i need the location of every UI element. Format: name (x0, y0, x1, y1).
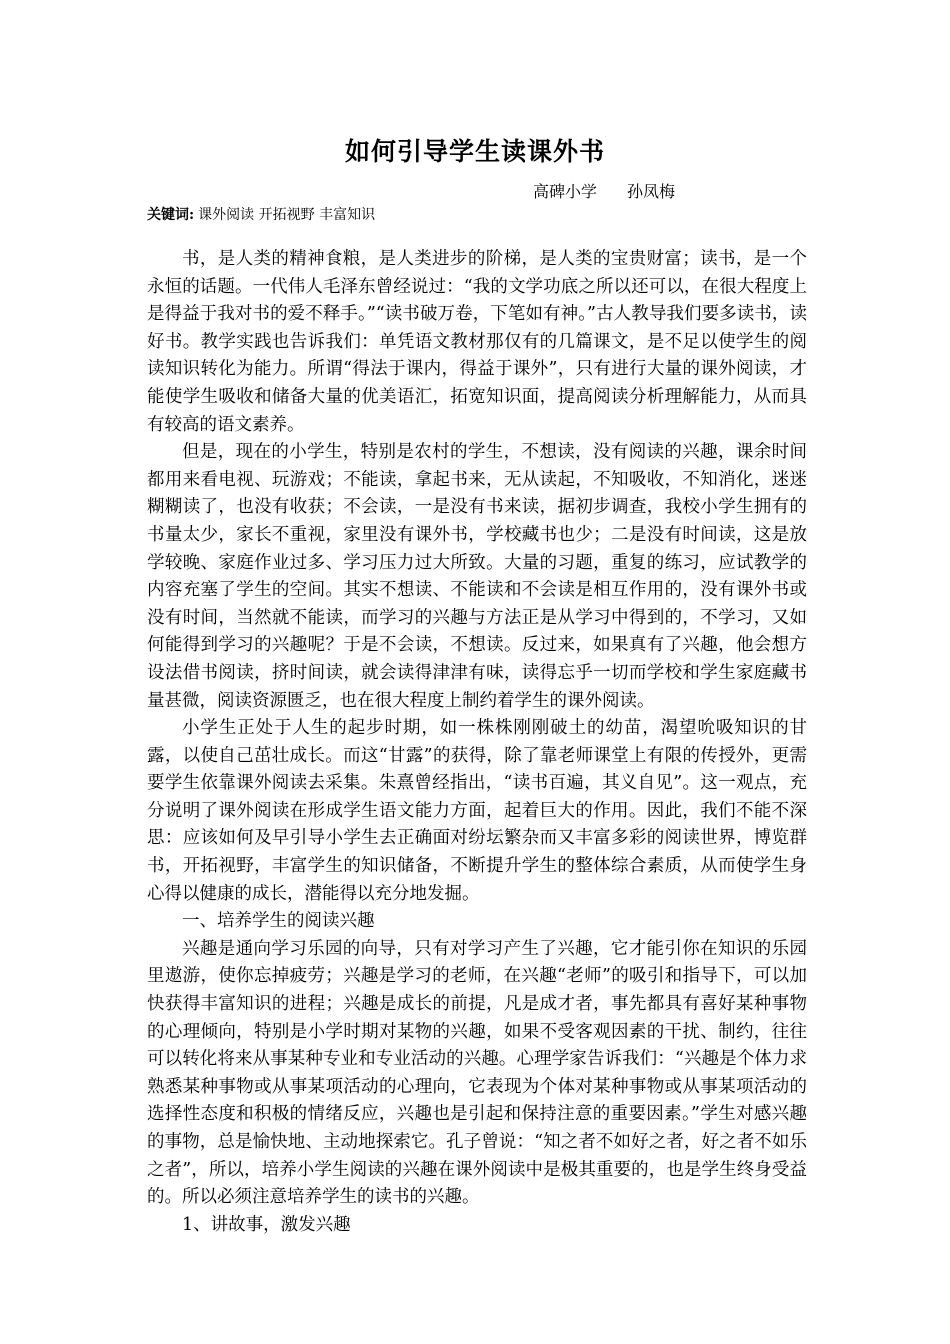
subsection-heading-storytelling: 1、讲故事，激发兴趣 (182, 1214, 351, 1235)
paragraph-intro: 书，是人类的精神食粮，是人类进步的阶梯，是人类的宝贵财富；读书，是一个永恒的话题。一代伟人毛泽东曾经说过：“我的文学功底之所以还可以，在很大程度上是得益于我对书的爱不释手。”“读书破万卷，下笔如有神。”古人教导我们要多读书，读好书。教学实践也告诉我们：单凭语文教材那仅有的几篇课文，是不足以使学生的阅读知识转化为能力。所谓“得法于课内，得益于课外”，只有进行大量的课外阅读，才能使学生吸收和储备大量的优美语汇，拓宽知识面，提高阅读分析理解能力，从而具有较高的语文素养。 (147, 249, 807, 435)
keywords-line (147, 204, 375, 224)
section-heading-interest: 一、培养学生的阅读兴趣 (182, 911, 375, 932)
paragraph-problem: 但是，现在的小学生，特别是农村的学生，不想读，没有阅读的兴趣，课余时间都用来看电视、玩游戏；不能读，拿起书来，无从读起，不知吸收，不知消化，迷迷糊糊读了，也没有收获；不会读，一是没有书来读，据初步调查，我校小学生拥有的书量太少，家长不重视，家里没有课外书，学校藏书也少；二是没有时间读，这是放学较晚、家庭作业过多、学习压力过大所致。大量的习题，重复的练习，应试教学的内容充塞了学生的空间。其实不想读、不能读和不会读是相互作用的，没有课外书或没有时间，当然就不能读，而学习的兴趣与方法正是从学习中得到的，不学习，又如何能得到学习的兴趣呢？于是不会读，不想读。反过来，如果真有了兴趣，他会想方设法借书阅读，挤时间读，就会读得津津有味，读得忘乎一切而学校和学生家庭藏书量甚微，阅读资源匮乏，也在很大程度上制约着学生的课外阅读。 (147, 442, 807, 711)
byline (533, 179, 675, 202)
school-name: 高碑小学 (533, 182, 598, 201)
paragraph-importance: 小学生正处于人生的起步时期，如一株株刚刚破土的幼苗，渴望吮吸知识的甘露，以使自己茁壮成长。而这“甘露”的获得，除了靠老师课堂上有限的传授外，更需要学生依靠课外阅读去采集。朱熹曾经指出，“读书百遍，其义自见”。这一观点，充分说明了课外阅读在形成学生语文能力方面，起着巨大的作用。因此，我们不能不深思：应该如何及早引导小学生去正确面对纷坛繁杂而又丰富多彩的阅读世界，博览群书，开拓视野，丰富学生的知识储备，不断提升学生的整体综合素质，从而使学生身心得以健康的成长，潜能得以充分地发掘。 (147, 718, 807, 904)
keywords-text: 课外阅读 开拓视野 丰富知识 (198, 207, 376, 223)
document-body (147, 246, 807, 1239)
paragraph-interest: 兴趣是通向学习乐园的向导，只有对学习产生了兴趣，它才能引你在知识的乐园里遨游，使你忘掉疲劳；兴趣是学习的老师，在兴趣“老师”的吸引和指导下，可以加快获得丰富知识的进程；兴趣是成长的前提，凡是成才者，事先都具有喜好某种事物的心理倾向，特别是小学时期对某物的兴趣，如果不受客观因素的干扰、制约，往往可以转化将来从事某种专业和专业活动的兴趣。心理学家告诉我们：“兴趣是个体力求熟悉某种事物或从事某项活动的心理向，它表现为个体对某种事物或从事某项活动的选择性态度和积极的情绪反应，兴趣也是引起和保持注意的重要因素。”学生对感兴趣的事物，总是愉快地、主动地探索它。孔子曾说：“知之者不如好之者，好之者不如乐之者”，所以，培养小学生阅读的兴趣在课外阅读中是极其重要的，也是学生终身受益的。所以必须注意培养学生的读书的兴趣。 (147, 938, 807, 1208)
author-name: 孙凤梅 (627, 182, 676, 201)
keywords-label: 关键词: (147, 207, 195, 223)
document-title: 如何引导学生读课外书 (344, 137, 605, 166)
